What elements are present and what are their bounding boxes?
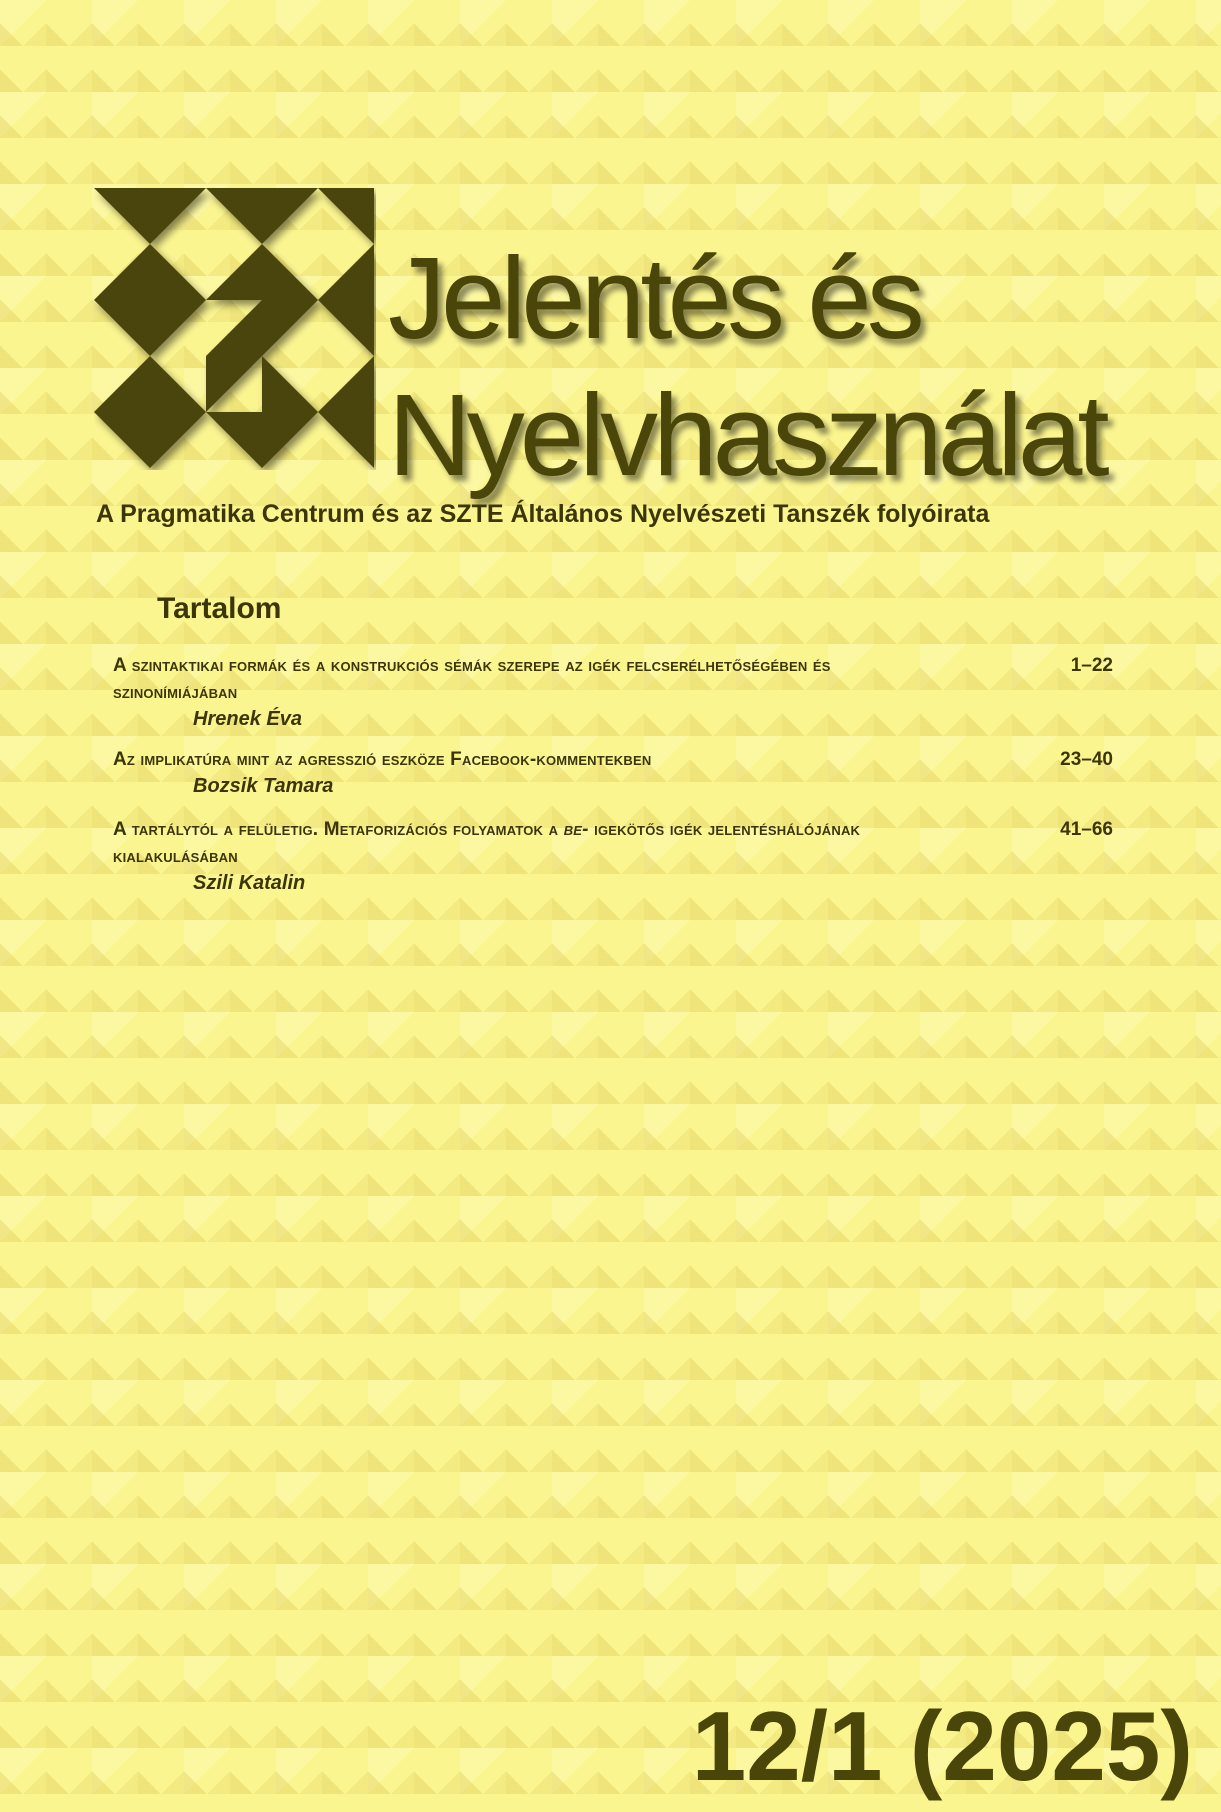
logo-triangle	[206, 412, 262, 468]
journal-title-line-2: Nyelvhasználat	[388, 370, 1105, 500]
article-pages: 23–40	[1060, 749, 1113, 770]
logo-triangle	[94, 244, 150, 300]
logo-triangle	[206, 188, 262, 244]
toc-entry	[113, 746, 1113, 800]
journal-title-line-1: Jelentés és	[388, 233, 920, 363]
toc-heading: Tartalom	[157, 592, 282, 625]
logo-triangle	[150, 356, 206, 412]
logo-triangle	[318, 300, 374, 356]
logo-triangle	[150, 244, 206, 300]
article-author: Bozsik Tamara	[193, 775, 334, 797]
logo-triangle	[318, 356, 374, 412]
article-author: Hrenek Éva	[193, 708, 302, 730]
logo-triangle	[206, 244, 262, 300]
logo-triangle	[262, 188, 318, 244]
logo-triangle	[150, 188, 206, 244]
article-pages: 41–66	[1060, 819, 1113, 840]
article-title: Az implikatúra mint az agresszió eszköze Facebook-kommentekben	[113, 749, 652, 770]
journal-subtitle: A Pragmatika Centrum és az SZTE Általános Nyelvészeti Tanszék folyóirata	[96, 500, 990, 528]
logo-triangle	[150, 300, 206, 356]
logo-triangle	[94, 412, 150, 468]
article-title-part: igekötős igék jelentéshálójának kialakulásában	[113, 819, 861, 867]
logo-triangle	[262, 244, 318, 300]
article-author: Szili Katalin	[193, 872, 306, 894]
article-title-part: A tartálytól a felületig. Metaforizációs folyamatok a	[113, 819, 564, 840]
logo-triangle	[262, 300, 318, 356]
logo-triangle	[206, 300, 262, 356]
article-title: A szintaktikai formák és a konstrukciós sémák szerepe az igék felcserélhetőségében és szinonímiájában	[113, 655, 831, 703]
toc-entry	[113, 816, 1113, 897]
logo-triangle	[262, 412, 318, 468]
issue-number: 12/1 (2025)	[691, 1691, 1193, 1801]
logo-triangle	[94, 300, 150, 356]
logo-triangle	[94, 188, 150, 244]
logo-triangle	[150, 412, 206, 468]
toc-entry	[113, 652, 1113, 733]
article-title	[113, 816, 953, 870]
article-pages: 1–22	[1070, 655, 1113, 676]
logo-triangle	[318, 188, 374, 244]
logo-triangle	[318, 244, 374, 300]
logo-triangle	[318, 412, 374, 468]
logo-triangle	[262, 356, 318, 412]
article-title-italic: be-	[563, 819, 589, 840]
logo-triangle	[206, 356, 262, 412]
journal-logo	[94, 188, 376, 470]
logo-triangle	[94, 356, 150, 412]
